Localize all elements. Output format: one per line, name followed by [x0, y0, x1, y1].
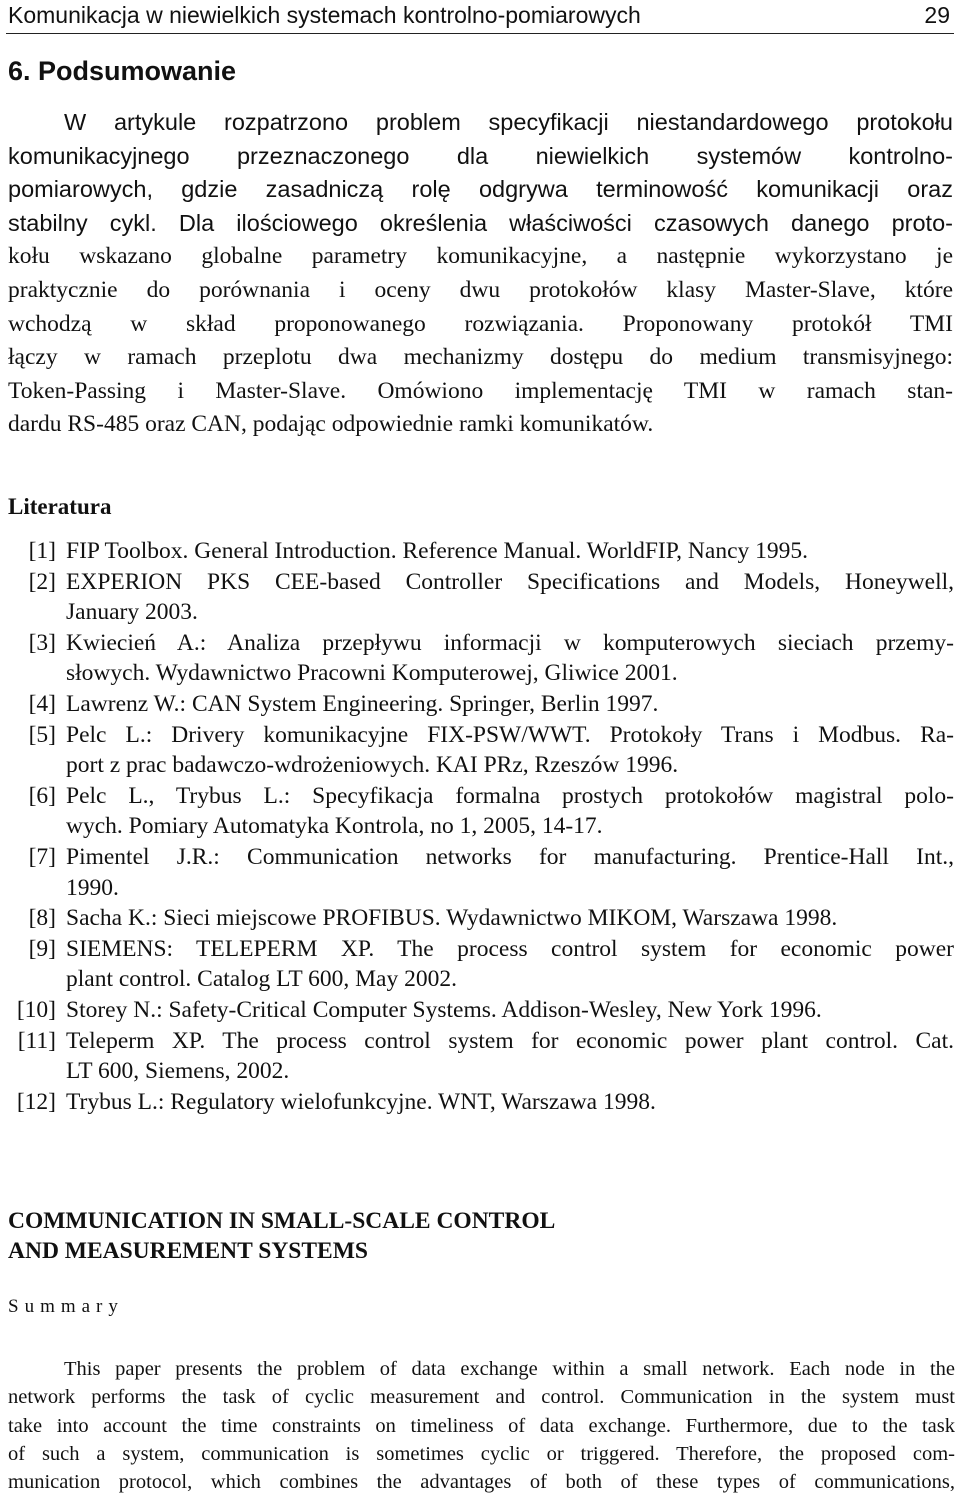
literature-heading: Literatura	[8, 494, 112, 519]
paragraph-line: dardu RS-485 oraz CAN, podając odpowiednie ramki komunikatów.	[8, 411, 654, 438]
reference-line: słowych. Wydawnictwo Pracowni Komputerowej, Gliwice 2001.	[66, 660, 678, 687]
reference-number: [8]	[28, 905, 56, 932]
paragraph-line: łączy w ramach przeplotu dwa mechanizmy dostępu do medium transmisyjnego:	[8, 344, 953, 371]
paragraph-line: stabilny cykl. Dla ilościowego określenia właściwości czasowych danego proto-	[8, 209, 953, 236]
summary-line: network performs the task of cyclic measurement and control. Communication in the system must	[8, 1386, 955, 1409]
english-title	[8, 1206, 555, 1266]
reference-line: FIP Toolbox. General Introduction. Reference Manual. WorldFIP, Nancy 1995.	[66, 538, 809, 564]
reference-line: Trybus L.: Regulatory wielofunkcyjne. WNT, Warszawa 1998.	[66, 1088, 656, 1115]
reference-line: January 2003.	[66, 599, 198, 626]
reference-line: Teleperm XP. The process control system for economic power plant control. Cat.	[66, 1027, 954, 1054]
reference-line: port z prac badawczo-wdrożeniowych. KAI PRz, Rzeszów 1996.	[66, 752, 679, 779]
running-header	[6, 0, 954, 34]
reference-number: [11]	[17, 1027, 56, 1054]
reference-line: Storey N.: Safety-Critical Computer Systems. Addison-Wesley, New York 1996.	[66, 996, 822, 1023]
running-header-title: Komunikacja w niewielkich systemach kontrolno-pomiarowych	[8, 2, 641, 28]
reference-line: LT 600, Siemens, 2002.	[66, 1058, 290, 1085]
paragraph-line: Token-Passing i Master-Slave. Omówiono implementację TMI w ramach stan-	[8, 377, 953, 404]
summary-line: of such a system, communication is sometimes cyclic or triggered. Therefore, the proposed com-	[8, 1442, 955, 1465]
english-title-line: AND MEASUREMENT SYSTEMS	[8, 1238, 368, 1264]
reference-item	[0, 536, 956, 567]
summary-paragraph	[8, 106, 953, 442]
reference-line: EXPERION PKS CEE-based Controller Specifications and Models, Honeywell,	[66, 568, 954, 595]
reference-line: Sacha K.: Sieci miejscowe PROFIBUS. Wydawnictwo MIKOM, Warszawa 1998.	[66, 905, 838, 932]
reference-line: Kwiecień A.: Analiza przepływu informacji w komputerowych sieciach przemy-	[66, 629, 954, 656]
paragraph-line: kołu wskazano globalne parametry komunikacyjne, a następnie wykorzystano je	[8, 243, 953, 270]
reference-line: Pelc L., Trybus L.: Specyfikacja formalna prostych protokołów magistral polo-	[66, 782, 954, 809]
paragraph-line: W artykule rozpatrzono problem specyfikacji niestandardowego protokołu	[64, 109, 953, 135]
paragraph-line: pomiarowych, gdzie zasadniczą rolę odgrywa terminowość komunikacji oraz	[8, 176, 953, 203]
reference-line: Lawrenz W.: CAN System Engineering. Springer, Berlin 1997.	[66, 690, 659, 717]
english-title-line: COMMUNICATION IN SMALL-SCALE CONTROL	[8, 1208, 556, 1234]
reference-item	[0, 689, 956, 720]
reference-item	[0, 934, 956, 995]
summary-line: munication protocol, which combines the advantages of both of these types of communications,	[8, 1471, 955, 1494]
summary-line: take into account the time constraints on timeliness of data exchange. Furthermore, due to the task	[8, 1414, 955, 1437]
reference-number: [5]	[28, 721, 56, 748]
reference-line: 1990.	[66, 874, 119, 901]
summary-label: Summary	[8, 1296, 124, 1317]
reference-item	[0, 842, 956, 903]
reference-item	[0, 903, 956, 934]
reference-line: Pimentel J.R.: Communication networks for manufacturing. Prentice-Hall Int.,	[66, 843, 954, 870]
paragraph-line: praktycznie do porównania i oceny dwu protokołów klasy Master-Slave, które	[8, 276, 953, 303]
reference-item	[0, 720, 956, 781]
reference-list	[0, 536, 956, 1117]
reference-number: [6]	[28, 782, 56, 809]
page-number: 29	[924, 2, 950, 28]
reference-line: Pelc L.: Drivery komunikacyjne FIX-PSW/WWT. Protokoły Trans i Modbus. Ra-	[66, 721, 954, 748]
reference-number: [1]	[28, 538, 56, 564]
reference-item	[0, 781, 956, 842]
reference-number: [9]	[28, 935, 56, 962]
reference-number: [10]	[16, 996, 56, 1023]
reference-item	[0, 1087, 956, 1118]
reference-line: wych. Pomiary Automatyka Kontrola, no 1, 2005, 14-17.	[66, 813, 603, 840]
english-summary	[8, 1355, 955, 1496]
reference-item	[0, 628, 956, 689]
paragraph-line: wchodzą w skład proponowanego rozwiązania. Proponowany protokół TMI	[8, 310, 953, 337]
reference-item	[0, 1026, 956, 1087]
reference-item	[0, 995, 956, 1026]
reference-number: [3]	[28, 629, 56, 656]
reference-number: [4]	[28, 690, 56, 717]
reference-item	[0, 567, 956, 628]
reference-number: [2]	[28, 568, 56, 595]
section-heading: 6. Podsumowanie	[8, 56, 237, 86]
reference-line: plant control. Catalog LT 600, May 2002.	[66, 966, 457, 993]
reference-number: [12]	[16, 1088, 56, 1115]
reference-line: SIEMENS: TELEPERM XP. The process control system for economic power	[66, 935, 954, 962]
reference-number: [7]	[28, 843, 56, 870]
paragraph-line: komunikacyjnego przeznaczonego dla niewielkich systemów kontrolno-	[8, 142, 953, 169]
summary-line: This paper presents the problem of data exchange within a small network. Each node in the	[64, 1358, 955, 1380]
